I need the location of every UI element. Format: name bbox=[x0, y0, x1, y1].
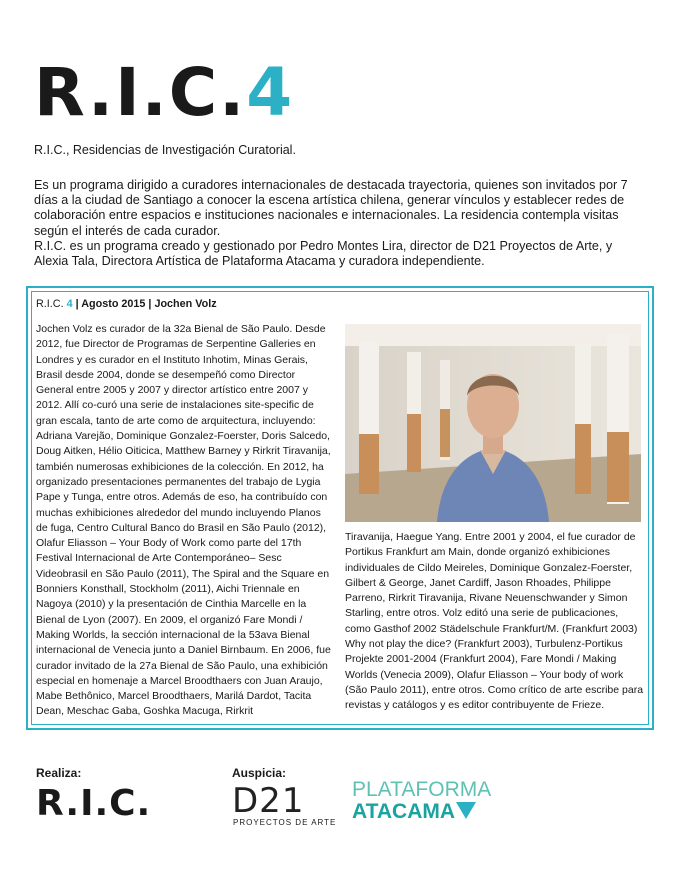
plataforma-logo-line2 bbox=[352, 800, 476, 824]
intro-paragraph-2: R.I.C. es un programa creado y gestionado por Pedro Montes Lira, director de D21 Proyectos de Arte, y Alexia Tala, Directora Artística de Plataforma Atacama y curadora independiente. bbox=[34, 238, 613, 269]
ric4-logo bbox=[34, 54, 295, 131]
logo-text: R.I.C. bbox=[34, 54, 247, 131]
realiza-label: Realiza: bbox=[36, 766, 82, 780]
subtitle: R.I.C., Residencias de Investigación Curatorial. bbox=[34, 143, 296, 157]
bio-text-right: Tiravanija, Haegue Yang. Entre 2001 y 2004, el fue curador de Portikus Frankfurt am Main, donde organizó exhibiciones individuales de Cildo Meireles, Dominique Gonzalez-Foerster, Gilbert & George, Janet Cardiff, Jason Rhoades, Philippe Parreno, Rirkrit Tiravanija, Rivane Neuenschwander y Simon Starling, entre otros. Volz editó una serie de publicaciones, como Gasthof 2002 Städelschule Frankfurt/M. (Frankfurt 2003) Why not play the dice? (Frankfurt 2003), Turbulenz-Portikus Projekte 2001-2004 (Frankfurt 2004), Fare Mondi / Making Worlds (Venecia 2009), Olafur Eliasson – Your body of work (São Paulo 2011), entre otros. Como crítico de arte escribe para revistas y catálogos y es editor contribuyente de Frieze. bbox=[345, 531, 644, 712]
auspicia-label: Auspicia: bbox=[232, 766, 287, 780]
d21-subtitle: PROYECTOS DE ARTE bbox=[233, 818, 337, 827]
plataforma-logo-line2-text: ATACAMA bbox=[352, 800, 456, 823]
d21-logo: D21 bbox=[232, 781, 305, 821]
plataforma-logo-line1: PLATAFORMA bbox=[352, 778, 492, 801]
bio-text-left: Jochen Volz es curador de la 32a Bienal de São Paulo. Desde 2012, fue Director de Programas de Serpentine Galleries en Londres y es curador en el Instituto Inhotim, Minas Gerais, Brasil desde 2004, donde se desempeñó como Director General entre 2005 y 2007 y director artístico entre 2007 y 2012. Allí co-curó una serie de instalaciones site-specific de gran escala, tanto de arte como de arquitectura, incluyendo: Adriana Varejão, Dominique Gonzalez-Foerster, Doris Salcedo, Doug Aitken, Hélio Oiticica, Matthew Barney y Rirkrit Tiravanija, también numerosas exhibiciones de la colección. En 2012, ha organizado presentaciones permanentes del trabajo de Lygia Pape y Tunga, entre otros. Además de eso, ha contribuído con muchas exhibiciones alrededor del mundo incluyendo Planos de fuga, Centro Cultural Banco do Brasil en São Paulo (2012), Olafur Eliasson – Your Body of Work como parte del 17th Festival Internacional de Arte Contemporáneo– Sesc Videobrasil en São Paulo (2011), The Spiral and the Square en Bonniers Konsthall, Stockholm (2011), Aichi Triennale en Nagoya (2010) y la presentación de Cinthia Marcelle en la Bienal de Lyon (2007). En 2009, el organizó Fare Mondi / Making Worlds, la sección internacional de la 53ava Bienal internacional de Venecia junto a Daniel Birnbaum. En 2006, fue curador invitado de la 27a Bienal de São Paulo, una exhibición especial en homenaje a Marcel Broodthaers con Juan Araujo, Mabe Bethônico, Marcel Broodthaers, Marilá Dardot, Tacita Dean, Meschac Gaba, Goshka Macuga, Rirkrit bbox=[36, 323, 331, 718]
logo-number: 4 bbox=[246, 54, 295, 131]
box-heading bbox=[36, 298, 217, 310]
intro-paragraph-1: Es un programa dirigido a curadores internacionales de destacada trayectoria, quienes son invitados por 7 días a la ciudad de Santiago a conocer la escena artística chilena, generar vínculos y establecer redes de colaboración entre espacios e instituciones nacionales e internacionales. La residencia contempla visitas según el interés de cada curador. bbox=[34, 178, 628, 238]
triangle-icon bbox=[456, 802, 476, 820]
box-heading-rest: | Agosto 2015 | Jochen Volz bbox=[72, 298, 217, 310]
box-heading-ric: R.I.C. bbox=[36, 298, 64, 310]
portrait-photo bbox=[345, 324, 641, 522]
intro bbox=[34, 178, 646, 269]
box-heading-number: 4 bbox=[66, 298, 73, 310]
portrait-illustration bbox=[345, 324, 641, 522]
ric-footer-logo: R.I.C. bbox=[36, 783, 152, 824]
